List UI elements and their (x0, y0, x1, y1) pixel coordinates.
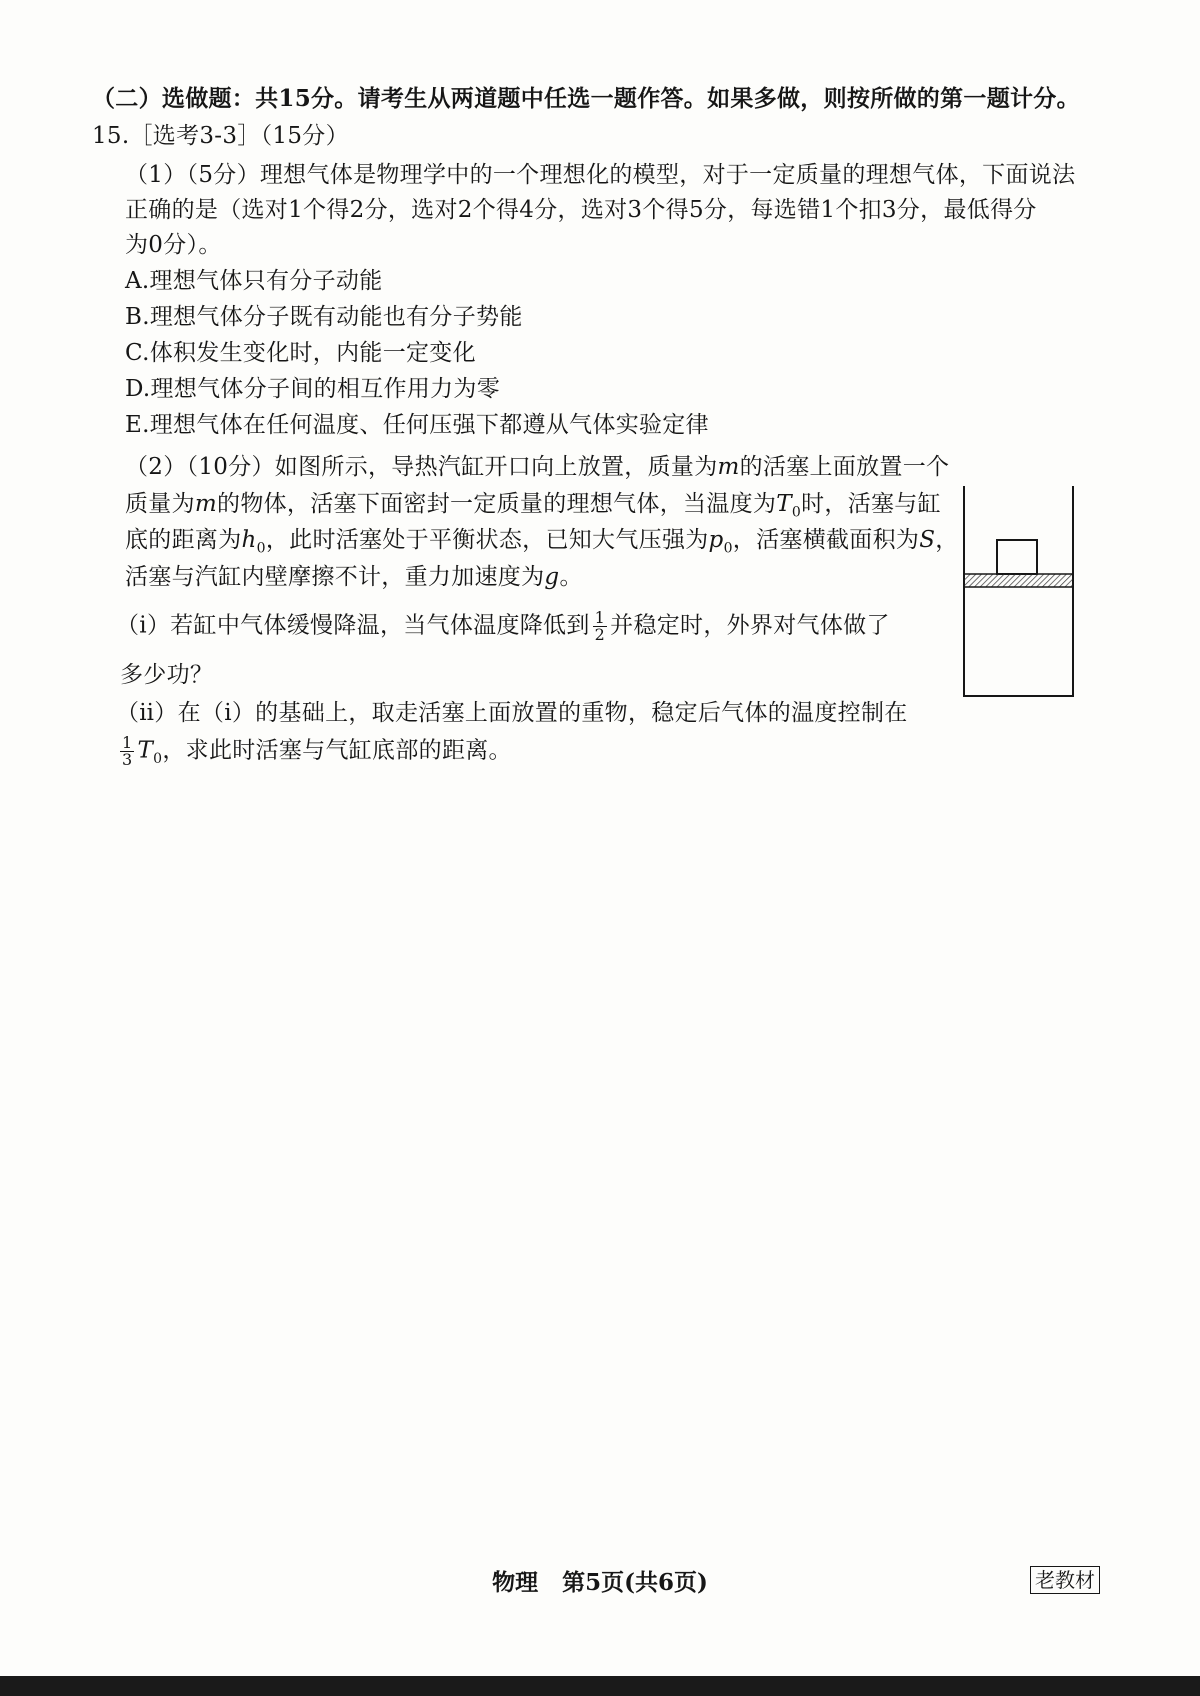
page-footer (0, 1564, 1200, 1597)
var-S: S (919, 527, 936, 553)
part1-line2: 正确的是（选对1个得2分，选对2个得4分，选对3个得5分，每选错1个扣3分，最低得分 (125, 197, 1037, 223)
sub-question-ii-cont: $\frac{1}{3}$ $T_0$，求此时活塞与气缸底部的距离。 (122, 733, 512, 769)
piston (964, 574, 1073, 587)
sub-question-i: （ⅰ）若缸中气体缓慢降温，当气体温度降低到 $\frac{1}{2}$ 并稳定时，外界对气体做了 (116, 608, 890, 644)
scan-edge (0, 1676, 1200, 1696)
var-h0: h (241, 527, 257, 553)
part2-line1: （2）（10分）如图所示，导热汽缸开口向上放置，质量为m的活塞上面放置一个 (125, 454, 950, 480)
var-T0: T (776, 491, 792, 517)
fraction-half: $\frac{1}{2}$ (594, 608, 606, 644)
part1-line3: 为0分）。 (125, 232, 222, 258)
var-g: g (544, 564, 560, 590)
part1-line1: （1）（5分）理想气体是物理学中的一个理想化的模型，对于一定质量的理想气体，下面说法 (125, 162, 1076, 188)
part2-line3: 底的距离为$h_0$，此时活塞处于平衡状态，已知大气压强为$p_0$，活塞横截面积为S， (125, 527, 959, 557)
question-number: 15.［选考3-3］（15分） (92, 123, 349, 149)
option-e: E.理想气体在任何温度、任何压强下都遵从气体实验定律 (125, 412, 709, 438)
sub-question-ii: （ⅱ）在（ⅰ）的基础上，取走活塞上面放置的重物，稳定后气体的温度控制在 (116, 700, 908, 726)
footer-page-number: 第5页(共6页) (562, 1569, 708, 1596)
var-p0: p (708, 527, 724, 553)
var-m: m (717, 454, 740, 480)
weight-block (997, 540, 1037, 574)
var-T0: T (137, 737, 154, 764)
part2-line2: 质量为m的物体，活塞下面密封一定质量的理想气体，当温度为$T_0$时，活塞与缸 (125, 491, 941, 521)
cylinder-walls (964, 486, 1073, 696)
fraction-third: $\frac{1}{3}$ (122, 733, 133, 769)
part2-line4: 活塞与汽缸内壁摩擦不计，重力加速度为g。 (125, 564, 583, 590)
option-c: C.体积发生变化时，内能一定变化 (125, 340, 476, 366)
footer-subject: 物理 (492, 1569, 539, 1596)
edition-stamp: 老教材 (1030, 1566, 1100, 1594)
option-b: B.理想气体分子既有动能也有分子势能 (125, 304, 523, 330)
sub-question-i-cont: 多少功？ (120, 662, 214, 688)
cylinder-piston-diagram (958, 484, 1078, 704)
option-d: D.理想气体分子间的相互作用力为零 (125, 376, 501, 402)
var-m: m (194, 491, 218, 517)
section-header: （二）选做题：共15分。请考生从两道题中任选一题作答。如果多做，则按所做的第一题计分。 (92, 85, 1080, 112)
option-a: A.理想气体只有分子动能 (125, 268, 383, 294)
